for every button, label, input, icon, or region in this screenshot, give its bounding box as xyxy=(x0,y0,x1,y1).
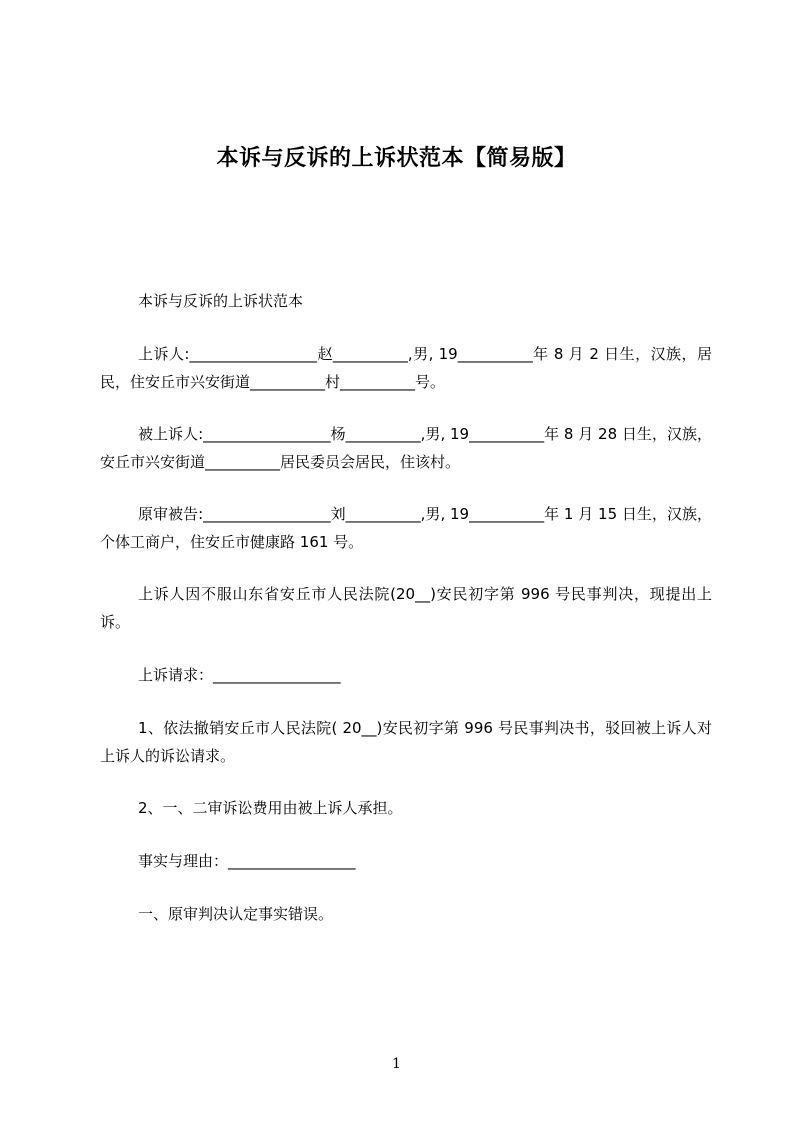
paragraph-request-2: 2、一、二审诉讼费用由被上诉人承担。 xyxy=(138,799,403,817)
paragraph-appellee: 被上诉人:_________________杨__________,男, 19__________年 8 月 28 日生，汉族，安丘市兴安街道__________居民委员会居民，住该村。 xyxy=(100,425,712,471)
page-number: 1 xyxy=(392,1056,401,1072)
paragraph-facts-label: 事实与理由：_________________ xyxy=(138,852,356,870)
paragraph-appeal-reason: 上诉人因不服山东省安丘市人民法院(20__)安民初字第 996 号民事判决，现提出上诉。 xyxy=(100,585,712,631)
paragraph-appellant: 上诉人:_________________赵__________,男, 19__________年 8 月 2 日生，汉族，居民，住安丘市兴安街道__________村__________号。 xyxy=(100,345,712,391)
paragraph-request-1: 1、依法撤销安丘市人民法院( 20__)安民初字第 996 号民事判决书，驳回被上诉人对上诉人的诉讼请求。 xyxy=(100,719,712,765)
document-title: 本诉与反诉的上诉状范本【简易版】 xyxy=(216,146,577,171)
paragraph-fact-1: 一、原审判决认定事实错误。 xyxy=(138,905,334,923)
paragraph-appeal-request-label: 上诉请求：_________________ xyxy=(138,666,341,684)
paragraph-heading: 本诉与反诉的上诉状范本 xyxy=(138,292,304,310)
paragraph-original-defendant: 原审被告:_________________刘__________,男, 19__________年 1 月 15 日生，汉族，个体工商户，住安丘市健康路 161 号。 xyxy=(100,505,712,551)
